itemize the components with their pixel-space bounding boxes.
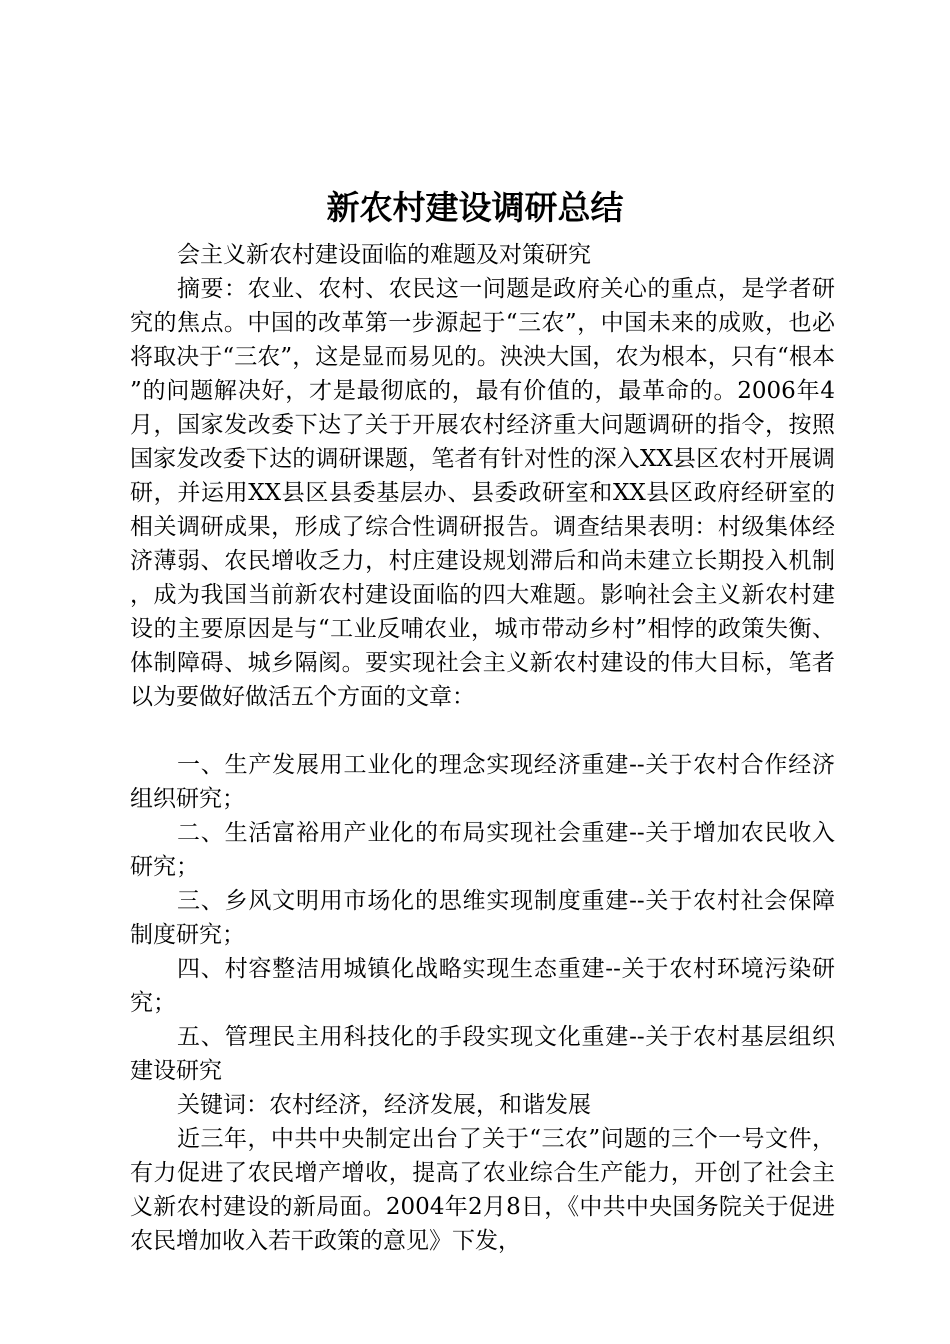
point-paragraph-2: 二、生活富裕用产业化的布局实现社会重建--关于增加农民收入研究； [130,820,835,880]
point-paragraph-5: 五、管理民主用科技化的手段实现文化重建--关于农村基层组织建设研究 [130,1024,835,1084]
document-body [130,238,835,1258]
point-paragraph-1: 一、生产发展用工业化的理念实现经济重建--关于农村合作经济组织研究； [130,752,835,812]
subtitle-paragraph: 会主义新农村建设面临的难题及对策研究 [177,242,591,268]
keywords-paragraph: 关键词：农村经济，经济发展，和谐发展 [177,1092,591,1118]
document-title: 新农村建设调研总结 [326,188,624,227]
closing-paragraph: 近三年，中共中央制定出台了关于“三农”问题的三个一号文件，有力促进了农民增产增收，提高了农业综合生产能力，开创了社会主义新农村建设的新局面。2004年2月8日，《中共中央国务院关于促进农民增加收入若干政策的意见》下发， [130,1126,835,1254]
blank-line [130,714,835,748]
abstract-paragraph: 摘要：农业、农村、农民这一问题是政府关心的重点，是学者研究的焦点。中国的改革第一步源起于“三农”，中国未来的成败，也必将取决于“三农”，这是显而易见的。泱泱大国，农为根本，只有“根本”的问题解决好，才是最彻底的，最有价值的，最革命的。2006年4月，国家发改委下达了关于开展农村经济重大问题调研的指令，按照国家发改委下达的调研课题，笔者有针对性的深入XX县区农村开展调研，并运用XX县区县委基层办、县委政研室和XX县区政府经研室的相关调研成果，形成了综合性调研报告。调查结果表明：村级集体经济薄弱、农民增收乏力，村庄建设规划滞后和尚未建立长期投入机制，成为我国当前新农村建设面临的四大难题。影响社会主义新农村建设的主要原因是与“工业反哺农业，城市带动乡村”相悖的政策失衡、体制障碍、城乡隔阂。要实现社会主义新农村建设的伟大目标，笔者以为要做好做活五个方面的文章： [130,276,835,710]
point-paragraph-3: 三、乡风文明用市场化的思维实现制度重建--关于农村社会保障制度研究； [130,888,835,948]
point-paragraph-4: 四、村容整洁用城镇化战略实现生态重建--关于农村环境污染研究； [130,956,835,1016]
